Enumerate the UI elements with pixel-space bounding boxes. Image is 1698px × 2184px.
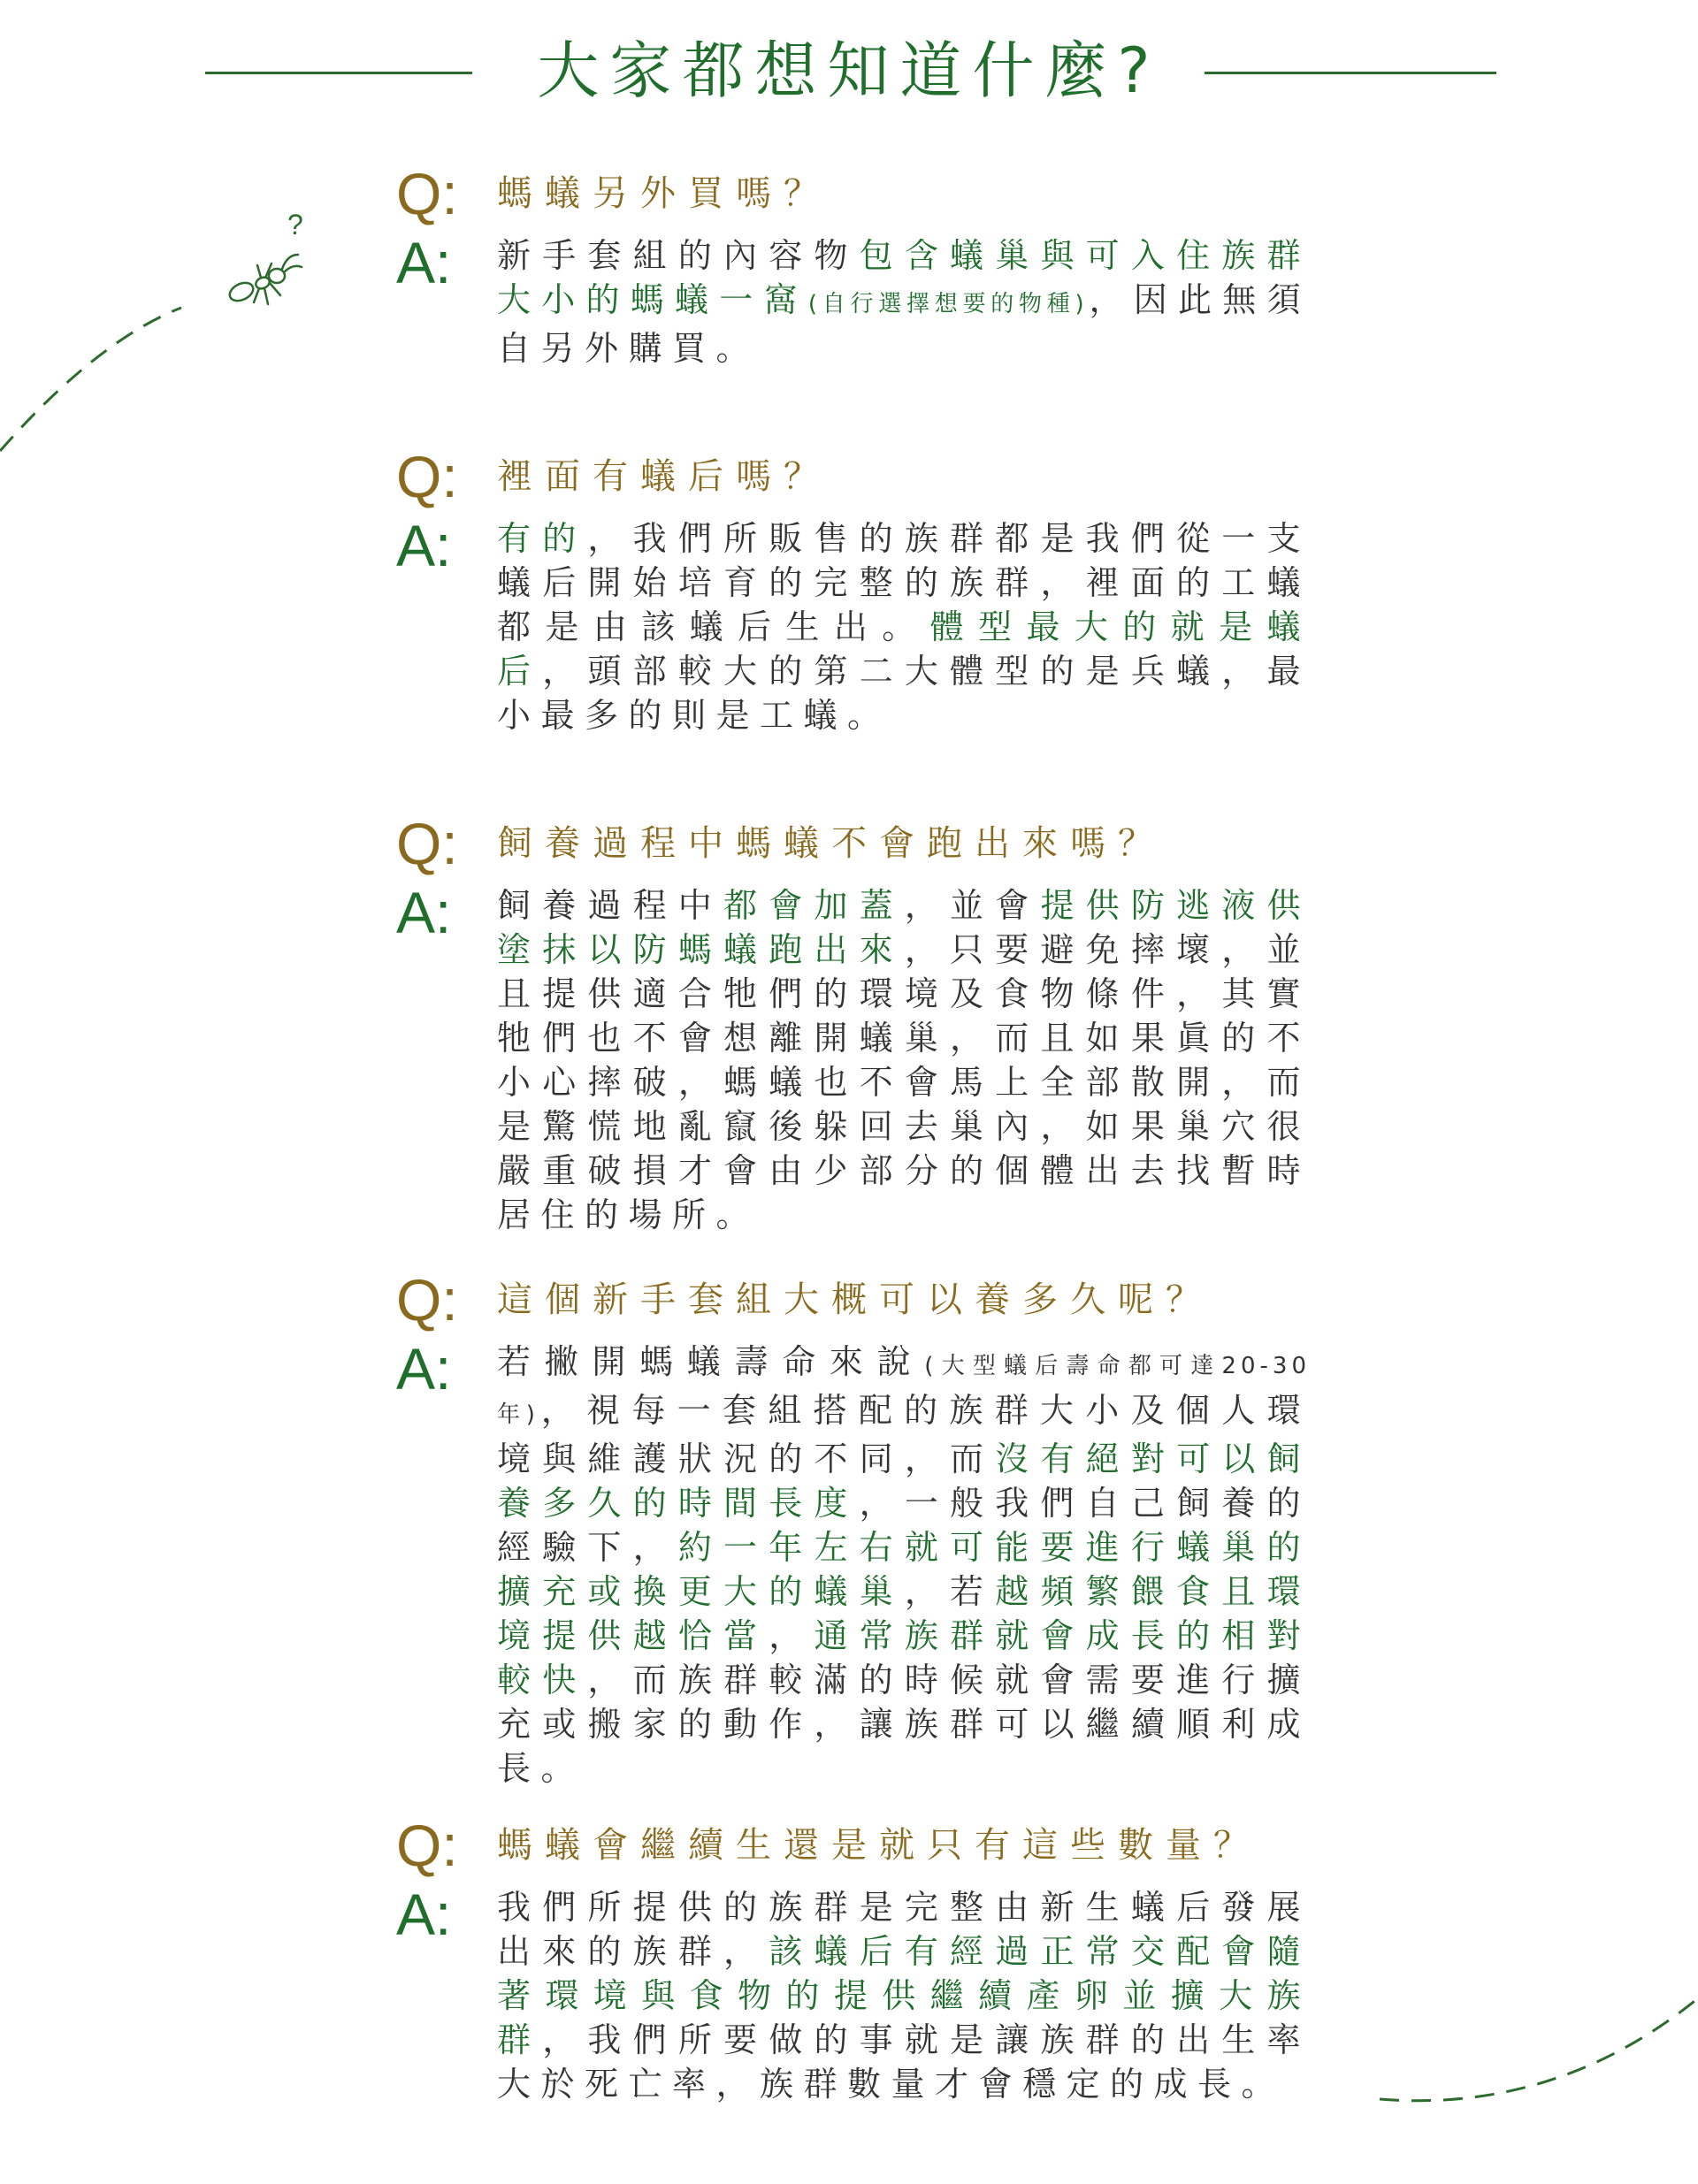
q-marker: Q: <box>396 1813 458 1878</box>
answer-highlight: 提供防逃液供塗抹以防螞蟻跑出來 <box>497 886 1311 969</box>
answer-segment: ，視每一套組搭配的族群大小及個人環境與維護狀況的不同，而 <box>497 1391 1311 1478</box>
q-marker: Q: <box>396 444 458 509</box>
answer-text <box>497 1885 1311 2106</box>
answer-highlight: 越頻繁餵食且環境提供越恰當 <box>497 1572 1311 1655</box>
answer-row <box>396 1336 1316 1791</box>
a-marker: A: <box>396 230 452 295</box>
answer-text <box>497 233 1311 370</box>
answer-segment: ，只要避免摔壞，並且提供適合牠們的環境及食物條件，其實牠們也不會想離開蟻巢，而且如果眞的不小心摔破，螞蟻也不會馬上全部散開，而是驚慌地亂竄後躲回去巢內，如果巢穴很嚴重破損才會由少部分的個體出去找暫時居住的場所。 <box>497 930 1311 1234</box>
faq-item-5 <box>396 1813 1316 2106</box>
answer-text <box>497 883 1311 1237</box>
answer-segment: 新手套組的內容物 <box>497 236 860 275</box>
answer-row <box>396 880 1316 1237</box>
faq-item-1 <box>396 161 1316 370</box>
question-row <box>396 444 1316 509</box>
ant-icon <box>217 203 323 318</box>
q-marker: Q: <box>396 161 458 226</box>
answer-text <box>497 1340 1311 1791</box>
answer-segment: ，我們所販售的族群都是我們從一支蟻后開始培育的完整的族群，裡面的工蟻都是由該蟻后生出。 <box>497 519 1311 646</box>
a-marker: A: <box>396 880 452 945</box>
answer-text <box>497 516 1311 737</box>
page-title: 大家都想知道什麼? <box>537 34 1161 107</box>
question-row <box>396 1267 1316 1333</box>
dashed-trail-left <box>0 301 212 592</box>
ant-group <box>217 203 323 318</box>
answer-segment: ，我們所要做的事就是讓族群的出生率大於死亡率，族群數量才會穩定的成長。 <box>497 2020 1311 2104</box>
answer-segment: ，並會 <box>904 886 1041 925</box>
answer-highlight: 通常族群就會成長的相對較快 <box>497 1616 1311 1699</box>
question-row <box>396 811 1316 876</box>
q-marker: Q: <box>396 811 458 876</box>
answer-note: (自行選擇想要的物種) <box>807 291 1089 317</box>
question-text: 裡面有蟻后嗎？ <box>497 456 831 497</box>
answer-highlight: 都會加蓋 <box>723 886 905 925</box>
faq-item-4 <box>396 1267 1316 1791</box>
answer-highlight: 沒有絕對可以飼養多久的時間長度 <box>497 1439 1311 1523</box>
answer-row <box>396 513 1316 737</box>
a-marker: A: <box>396 1336 452 1401</box>
answer-highlight: 有的 <box>497 519 588 558</box>
answer-segment: ，一般我們自己飼養的經驗下， <box>497 1484 1311 1567</box>
a-marker: A: <box>396 513 452 578</box>
answer-segment: ，若 <box>904 1572 996 1611</box>
answer-highlight: 包含蟻巢與可入住族群大小的螞蟻一窩 <box>497 236 1311 319</box>
answer-segment: 飼養過程中 <box>497 886 724 925</box>
dashed-trail-right <box>1380 1981 1698 2184</box>
faq-item-3 <box>396 811 1316 1237</box>
question-text: 螞蟻另外買嗎？ <box>497 173 831 214</box>
question-text: 飼養過程中螞蟻不會跑出來嗎？ <box>497 823 1166 864</box>
answer-segment: 我們所提供的族群是完整由新生蟻后發展出來的族群， <box>497 1888 1311 1971</box>
answer-highlight: 體型最大的就是蟻后 <box>497 607 1311 691</box>
answer-highlight: 約一年左右就可能要進行蟻巢的擴充或換更大的蟻巢 <box>497 1528 1311 1611</box>
question-text: 這個新手套組大概可以養多久呢？ <box>497 1279 1213 1320</box>
question-text: 螞蟻會繼續生還是就只有這些數量？ <box>497 1825 1261 1866</box>
question-row <box>396 161 1316 226</box>
answer-note: (大型蟻后壽命都可達20-30年) <box>497 1353 1311 1428</box>
answer-segment: ，因此無須自另外購買。 <box>497 280 1311 368</box>
a-marker: A: <box>396 1882 452 1947</box>
q-marker: Q: <box>396 1267 458 1333</box>
faq-item-2 <box>396 444 1316 737</box>
question-row <box>396 1813 1316 1878</box>
answer-segment: 若撇開螞蟻壽命來說 <box>497 1342 925 1381</box>
answer-segment: ，而族群較滿的時候就會需要進行擴充或搬家的動作，讓族群可以繼續順利成長。 <box>497 1661 1311 1788</box>
answer-segment: ， <box>769 1616 815 1655</box>
question-mark: ? <box>287 209 303 241</box>
answer-row <box>396 230 1316 370</box>
answer-segment: ，頭部較大的第二大體型的是兵蟻，最小最多的則是工蟻。 <box>497 652 1311 735</box>
answer-highlight: 該蟻后有經過正常交配會隨著環境與食物的提供繼續產卵並擴大族群 <box>497 1932 1311 2059</box>
answer-row <box>396 1882 1316 2106</box>
